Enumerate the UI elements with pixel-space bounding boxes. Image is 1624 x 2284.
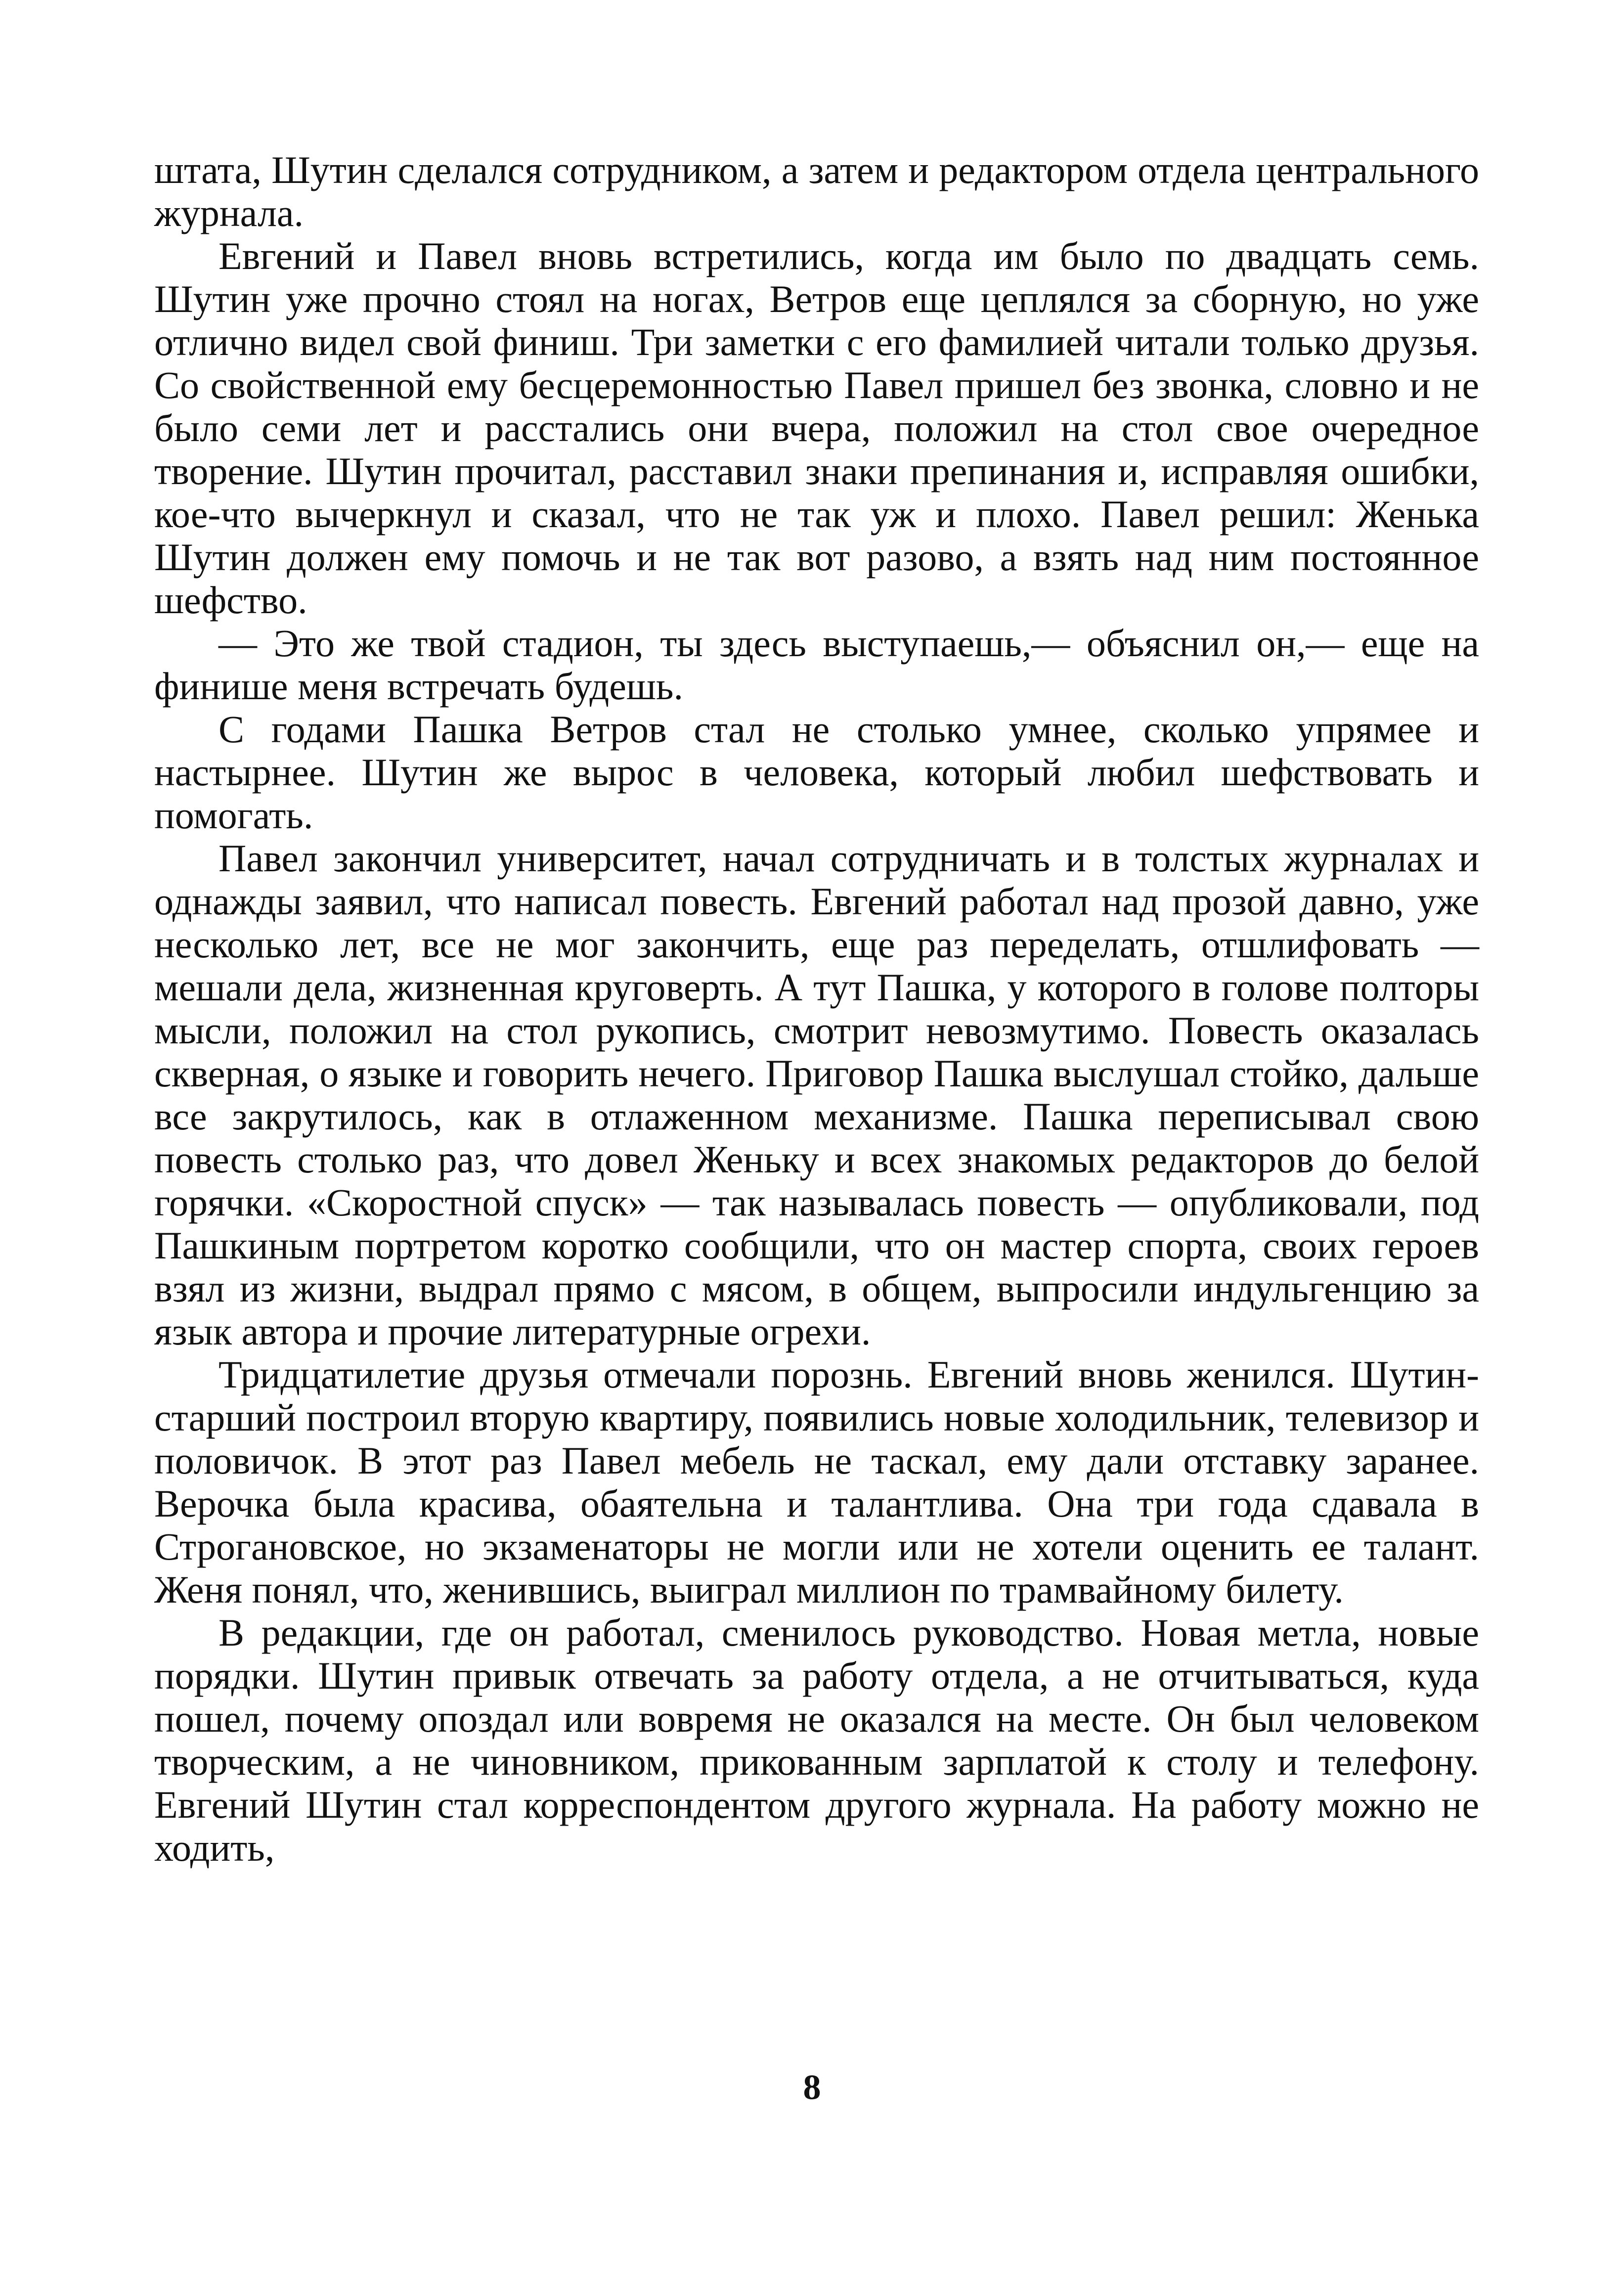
paragraph-continuation: штата, Шутин сделался сотрудником, а затем и редактором отдела центрального журнала. [154,148,1479,234]
paragraph: Павел закончил университет, начал сотрудничать и в толстых журналах и однажды заявил, что написал повесть. Евгений работал над прозой давно, уже несколько лет, все не мог закончить, еще раз переделать, отшлифовать — мешали дела, жизненная круговерть. А тут Пашка, у которого в голове полторы мысли, положил на стол рукопись, смотрит невозмутимо. Повесть оказалась скверная, о языке и говорить нечего. Приговор Пашка выслушал стойко, дальше все закрутилось, как в отлаженном механизме. Пашка переписывал свою повесть столько раз, что довел Женьку и всех знакомых редакторов до белой горячки. «Скоростной спуск» — так называлась повесть — опубликовали, под Пашкиным портретом коротко сообщили, что он мастер спорта, своих героев взял из жизни, выдрал прямо с мясом, в общем, выпросили индульгенцию за язык автора и прочие литературные огрехи. [154,837,1479,1353]
body-text [154,148,1479,1869]
page-number: 8 [803,2067,821,2107]
paragraph-dialogue: — Это же твой стадион, ты здесь выступаешь,— объяснил он,— еще на финише меня встречать будешь. [154,622,1479,708]
paragraph: Евгений и Павел вновь встретились, когда им было по двадцать семь. Шутин уже прочно стоял на ногах, Ветров еще цеплялся за сборную, но уже отлично видел свой финиш. Три заметки с его фамилией читали только друзья. Со свойственной ему бесцеремонностью Павел пришел без звонка, словно и не было семи лет и расстались они вчера, положил на стол свое очередное творение. Шутин прочитал, расставил знаки препинания и, исправляя ошибки, кое-что вычеркнул и сказал, что не так уж и плохо. Павел решил: Женька Шутин должен ему помочь и не так вот разово, а взять над ним постоянное шефство. [154,234,1479,622]
paragraph: В редакции, где он работал, сменилось руководство. Новая метла, новые порядки. Шутин привык отвечать за работу отдела, а не отчитываться, куда пошел, почему опоздал или вовремя не оказался на месте. Он был человеком творческим, а не чиновником, прикованным зарплатой к столу и телефону. Евгений Шутин стал корреспондентом другого журнала. На работу можно не ходить, [154,1611,1479,1869]
paragraph: Тридцатилетие друзья отмечали порознь. Евгений вновь женился. Шутин-старший построил вторую квартиру, появились новые холодильник, телевизор и половичок. В этот раз Павел мебель не таскал, ему дали отставку заранее. Верочка была красива, обаятельна и талантлива. Она три года сдавала в Строгановское, но экзаменаторы не могли или не хотели оценить ее талант. Женя понял, что, женившись, выиграл миллион по трамвайному билету. [154,1353,1479,1611]
paragraph: С годами Пашка Ветров стал не столько умнее, сколько упрямее и настырнее. Шутин же вырос в человека, который любил шефствовать и помогать. [154,708,1479,837]
